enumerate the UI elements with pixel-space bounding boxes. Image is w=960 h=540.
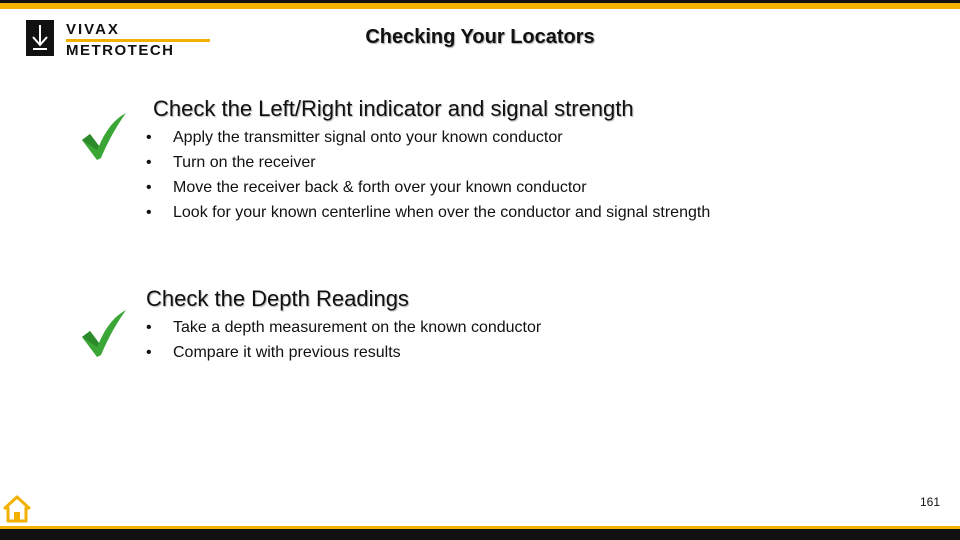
section-heading-left-right: Check the Left/Right indicator and signal strength <box>153 96 634 121</box>
logo-mark <box>26 20 54 56</box>
list-item <box>146 318 726 338</box>
slide-title: Checking Your Locators <box>365 26 595 48</box>
list-item <box>146 178 726 198</box>
logo-arrow-icon <box>26 20 54 56</box>
bullet-dot: • <box>146 319 152 336</box>
logo-text-vivax: VIVAX <box>66 21 120 38</box>
list-item <box>146 343 726 363</box>
bullet-text: Take a depth measurement on the known conductor <box>173 319 542 336</box>
bullet-text: Apply the transmitter signal onto your known conductor <box>173 129 563 146</box>
logo-text-metrotech: METROTECH <box>66 42 175 59</box>
bottom-border <box>0 529 960 540</box>
checkmark-icon <box>80 307 128 359</box>
bullet-text: Look for your known centerline when over the conductor and signal strength <box>173 204 711 221</box>
bullet-text: Turn on the receiver <box>173 154 316 171</box>
bullet-dot: • <box>146 129 152 146</box>
bullet-dot: • <box>146 204 152 221</box>
bullet-dot: • <box>146 344 152 361</box>
bullet-text: Compare it with previous results <box>173 344 401 361</box>
list-item <box>146 128 726 148</box>
bullet-dot: • <box>146 179 152 196</box>
top-accent-stripe <box>0 3 960 9</box>
bullet-dot: • <box>146 154 152 171</box>
bullet-list-left-right <box>146 128 726 228</box>
section-heading-depth: Check the Depth Readings <box>146 286 409 311</box>
bullet-text: Move the receiver back & forth over your known conductor <box>173 179 587 196</box>
home-icon[interactable] <box>2 494 32 524</box>
vivax-metrotech-logo <box>26 20 216 60</box>
bullet-list-depth <box>146 318 726 368</box>
list-item <box>146 153 726 173</box>
checkmark-icon <box>80 110 128 162</box>
page-number: 161 <box>919 495 940 509</box>
list-item <box>146 203 726 223</box>
